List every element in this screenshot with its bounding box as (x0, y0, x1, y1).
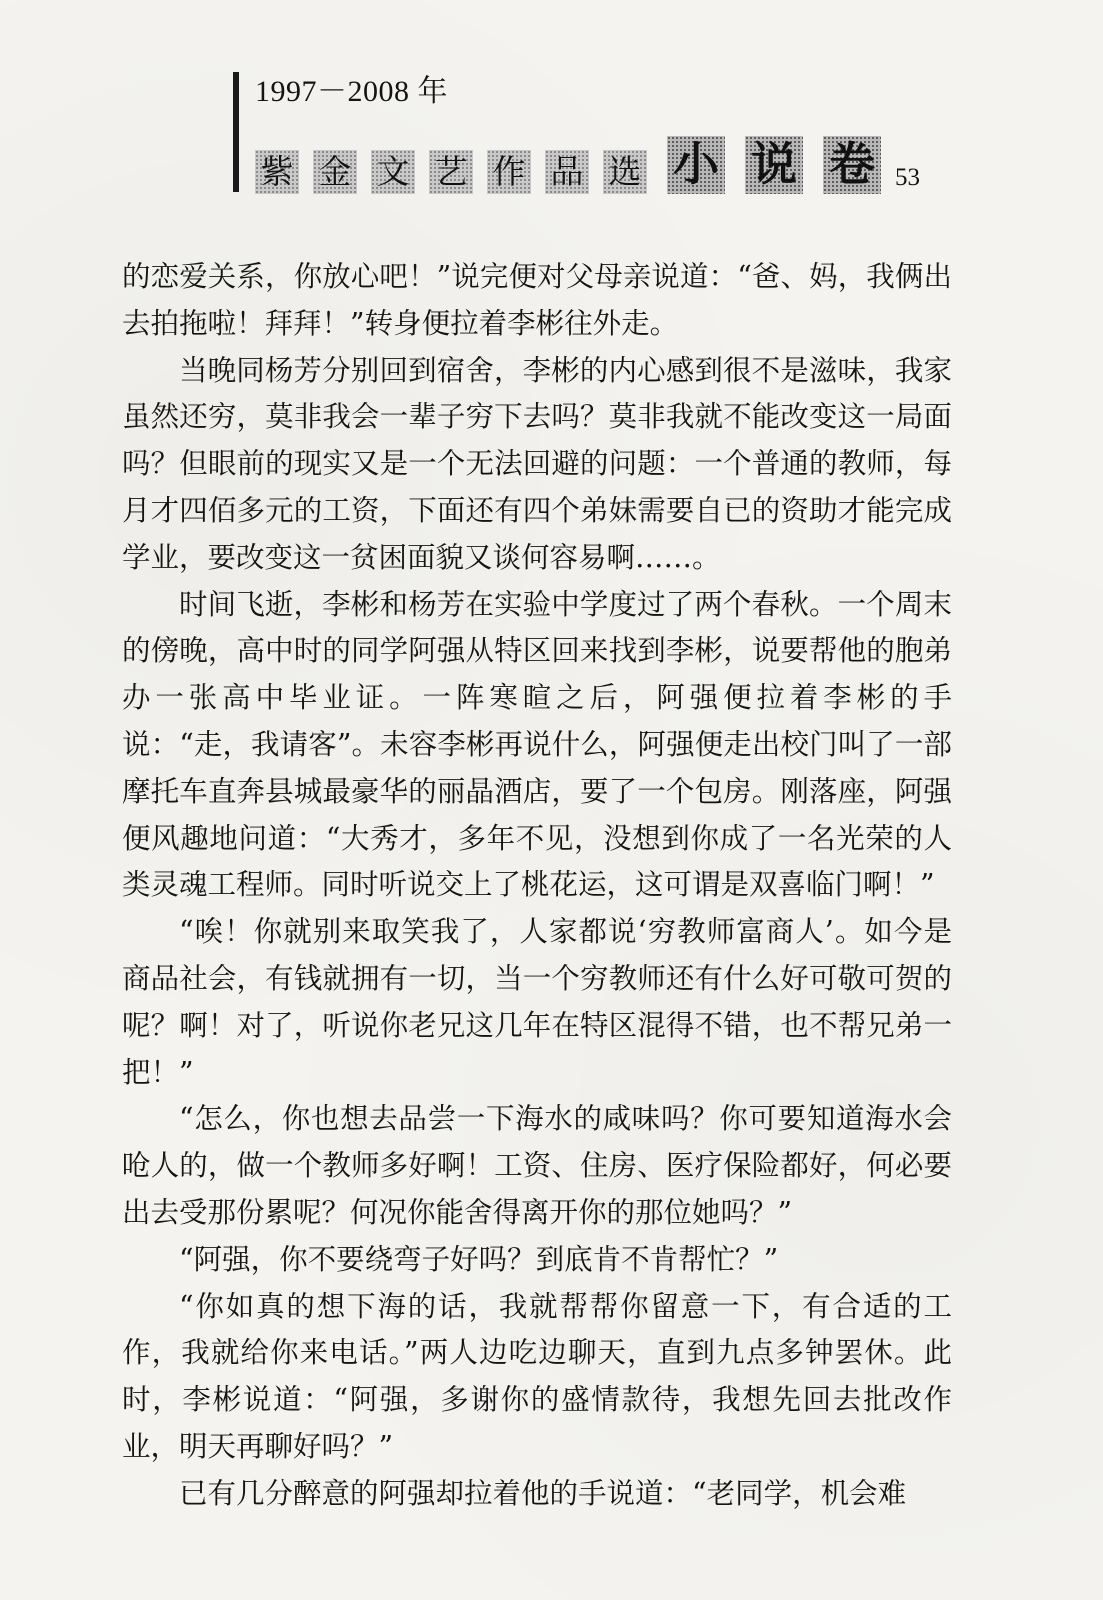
running-header (233, 72, 953, 200)
series-title (255, 136, 920, 194)
volume-title-char: 说 (745, 136, 803, 194)
paragraph: 的恋爱关系，你放心吧！”说完便对父母亲说道：“爸、妈，我俩出去拍拖啦！拜拜！”转身便拉着李彬往外走。 (122, 260, 952, 340)
body-text (122, 254, 952, 1518)
series-title-char: 作 (487, 150, 531, 194)
paragraph: “你如真的想下海的话，我就帮帮你留意一下，有合适的工作，我就给你来电话。”两人边吃边聊天，直到九点多钟罢休。此时，李彬说道：“阿强，多谢你的盛情款待，我想先回去批改作业，明天再聊好吗？” (122, 1289, 952, 1463)
series-title-char: 品 (545, 150, 589, 194)
header-vertical-rule (233, 72, 239, 192)
paragraph: “怎么，你也想去品尝一下海水的咸味吗？你可要知道海水会呛人的，做一个教师多好啊！工资、住房、医疗保险都好，何必要出去受那份累呢？何况你能舍得离开你的那位她吗？” (122, 1102, 952, 1229)
series-title-char: 紫 (255, 150, 299, 194)
paragraph: 时间飞逝，李彬和杨芳在实验中学度过了两个春秋。一个周末的傍晚，高中时的同学阿强从特区回来找到李彬，说要帮他的胞弟办一张高中毕业证。一阵寒暄之后，阿强便拉着李彬的手说：“走，我请客”。未容李彬再说什么，阿强便走出校门叫了一部摩托车直奔县城最豪华的丽晶酒店，要了一个包房。刚落座，阿强便风趣地问道：“大秀才，多年不见，没想到你成了一名光荣的人类灵魂工程师。同时听说交上了桃花运，这可谓是双喜临门啊！” (122, 587, 952, 902)
paragraph: “阿强，你不要绕弯子好吗？到底肯不肯帮忙？” (179, 1242, 779, 1276)
series-title-char: 文 (371, 150, 415, 194)
page-number: 53 (895, 164, 920, 191)
series-title-char: 艺 (429, 150, 473, 194)
paragraph: 当晚同杨芳分别回到宿舍，李彬的内心感到很不是滋味，我家虽然还穷，莫非我会一辈子穷下去吗？莫非我就不能改变这一局面吗？但眼前的现实又是一个无法回避的问题：一个普通的教师，每月才四佰多元的工资，下面还有四个弟妹需要自已的资助才能完成学业，要改变这一贫困面貌又谈何容易啊……。 (122, 353, 952, 574)
series-title-char: 金 (313, 150, 357, 194)
paragraph: “唉！你就别来取笑我了，人家都说‘穷教师富商人’。如今是商品社会，有钱就拥有一切，当一个穷教师还有什么好可敬可贺的呢？啊！对了，听说你老兄这几年在特区混得不错，也不帮兄弟一把！” (122, 915, 952, 1089)
volume-title (667, 136, 901, 194)
series-title-char: 选 (603, 150, 647, 194)
volume-title-char: 卷 (823, 136, 881, 194)
paragraph: 已有几分醉意的阿强却拉着他的手说道：“老同学，机会难 (179, 1476, 907, 1510)
year-range: 1997－2008 年 (255, 75, 448, 108)
volume-title-char: 小 (667, 136, 725, 194)
